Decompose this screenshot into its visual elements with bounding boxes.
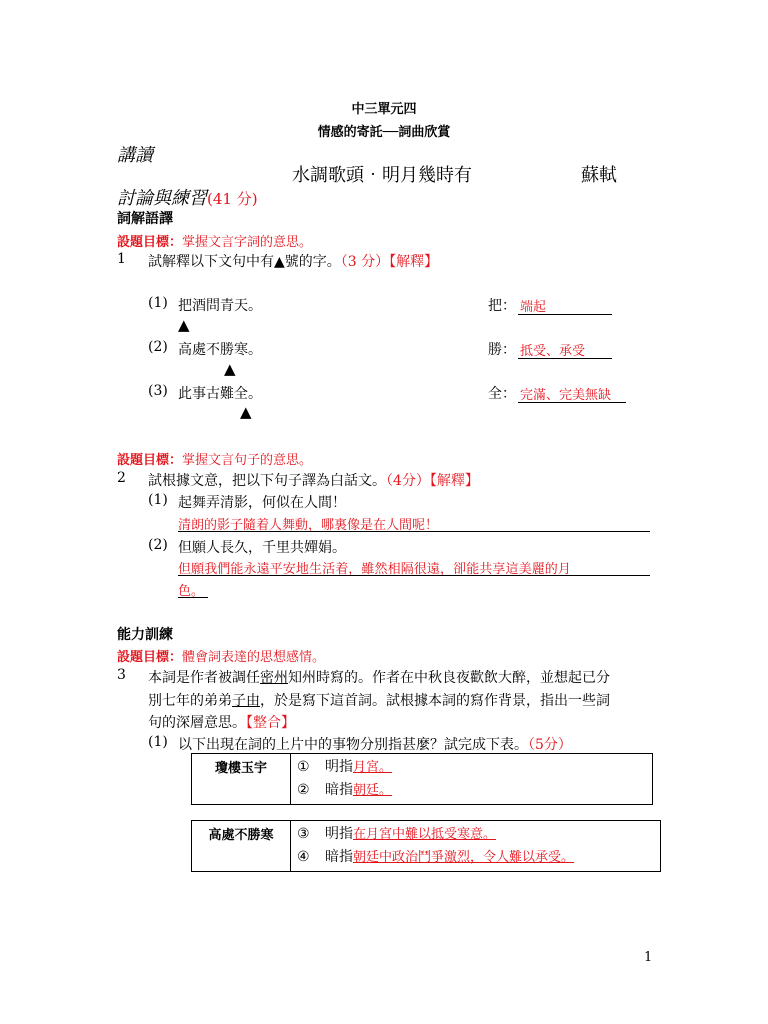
q2-prompt-text: 試根據文意，把以下句子譯為白話文。 <box>148 473 386 489</box>
subtitle: 情感的寄託──詞曲欣賞 <box>317 125 451 140</box>
q3-line3-text: 句的深層意思。 <box>148 715 246 731</box>
table1-row-1-label: 明指 <box>325 759 353 775</box>
q3-sub1-text: 以下出現在詞的上片中的事物分別指甚麼？試完成下表。 <box>178 737 528 753</box>
q2-item-2-answer-line2: 色。 <box>178 584 205 599</box>
objective-label: 設題目標： <box>117 453 183 468</box>
q1-item-2-answer-line <box>518 358 612 359</box>
q3-number: 3 <box>117 667 126 683</box>
part1-heading: 詞解語譯 <box>117 211 173 227</box>
table2-row-1-label: 明指 <box>325 826 353 842</box>
circle-2-marker: ② <box>297 782 310 798</box>
q2-number: 2 <box>117 470 126 486</box>
table1-row-2-label: 暗指 <box>325 782 353 798</box>
q3-line2-text: 別七年的弟弟 <box>148 693 232 709</box>
q3-sub1-marks: （5分） <box>528 737 572 753</box>
answer-table-2 <box>191 820 661 872</box>
table2-body <box>291 821 661 872</box>
discussion-label: 討論與練習 <box>117 188 207 209</box>
q1-item-3-answer: 完滿、完美無缺 <box>520 388 612 403</box>
q1-item-3-char: 全： <box>488 386 516 402</box>
q1-item-2-number: (2) <box>148 339 168 355</box>
circle-4-marker: ④ <box>297 849 310 865</box>
q2-item-2-number: (2) <box>148 537 168 553</box>
table2-row-2 <box>297 846 654 869</box>
q3-line2-rest: ，於是寫下這首詞。試根據本詞的寫作背景，指出一些詞 <box>260 693 610 709</box>
answer-table-1 <box>191 753 653 805</box>
q1-item-1-answer-line <box>518 314 612 315</box>
q1-item-1-text: 把酒問青天。 <box>178 298 262 314</box>
q1-item-3-answer-line <box>518 402 626 403</box>
objective-text: 掌握文言字詞的意思。 <box>182 235 313 250</box>
objective-3 <box>117 646 325 665</box>
objective-text: 體會詞表達的思想感情。 <box>182 650 326 665</box>
table1-row-1 <box>297 756 646 779</box>
objective-2 <box>117 449 312 468</box>
q1-item-2-text: 高處不勝寒。 <box>178 342 262 358</box>
q2-marks: （4分）【解釋】 <box>386 473 479 489</box>
table2-row-1-answer: 在月宮中難以抵受寒意。 <box>353 827 497 842</box>
circle-1-marker: ① <box>297 759 310 775</box>
table1-row-2 <box>297 779 646 802</box>
table2-row-2-label: 暗指 <box>325 849 353 865</box>
circle-3-marker: ③ <box>297 826 310 842</box>
q1-item-1-char: 把： <box>488 298 516 314</box>
q2-item-2-answer-line1: 但願我們能永遠平安地生活着，雖然相隔很遠，卻能共享這美麗的月 <box>178 562 572 577</box>
q2-item-1-text: 起舞弄清影，何似在人間！ <box>178 495 346 511</box>
poet-name: 蘇軾 <box>581 165 617 186</box>
table1-head: 瓊樓玉宇 <box>192 754 291 805</box>
q3-place-name: 密州 <box>260 670 288 686</box>
part2-heading: 能力訓練 <box>117 627 173 643</box>
marker-triangle: ▲ <box>224 360 236 378</box>
q1-item-1-answer: 端起 <box>520 300 547 315</box>
q3-line1-rest: 知州時寫的。作者在中秋良夜歡飲大醉，並想起已分 <box>288 670 610 686</box>
q1-item-1-number: (1) <box>148 295 168 311</box>
objective-label: 設題目標： <box>117 235 183 250</box>
objective-label: 設題目標： <box>117 650 183 665</box>
q2-item-2-answer-underline1 <box>178 575 650 576</box>
q2-item-1-answer-line <box>178 531 650 532</box>
q1-prompt <box>148 251 438 271</box>
q2-item-1-answer: 清朗的影子隨着人舞動，哪裏像是在人間呢！ <box>178 518 439 533</box>
q2-prompt <box>148 470 479 490</box>
q1-item-2-answer: 抵受、承受 <box>520 344 586 359</box>
objective-text: 掌握文言句子的意思。 <box>182 453 313 468</box>
q1-item-2-char: 勝： <box>488 342 516 358</box>
section-lecture: 講讀 <box>117 145 153 166</box>
q1-number: 1 <box>117 251 126 267</box>
q2-item-2-text: 但願人長久，千里共嬋娟。 <box>178 540 346 556</box>
table2-row-2-answer: 朝廷中政治鬥爭激烈，令人難以承受。 <box>353 850 575 865</box>
q2-item-1-number: (1) <box>148 492 168 508</box>
q3-tag: 【整合】 <box>246 715 295 731</box>
q3-sub1 <box>178 734 572 754</box>
table2-head: 高處不勝寒 <box>192 821 291 872</box>
marker-triangle: ▲ <box>178 316 190 334</box>
q2-item-2-answer-underline2 <box>178 597 208 598</box>
q3-line3 <box>148 712 295 732</box>
table1-row-2-answer: 朝廷。 <box>353 783 393 798</box>
section-discussion <box>117 184 258 210</box>
unit-title: 中三單元四 <box>351 102 417 117</box>
table1-body <box>291 754 653 805</box>
objective-1 <box>117 231 312 250</box>
q3-person-name: 子由 <box>232 693 260 709</box>
poem-title: 水調歌頭‧明月幾時有 <box>292 165 472 186</box>
table2-row-1 <box>297 823 654 846</box>
page-number: 1 <box>644 950 653 965</box>
q3-line1-text: 本詞是作者被調任 <box>148 670 260 686</box>
q1-item-3-text: 此事古難全。 <box>178 386 262 402</box>
q1-item-3-number: (3) <box>148 383 168 399</box>
q3-line1 <box>148 667 610 687</box>
discussion-marks: (41 分) <box>207 190 258 208</box>
q3-line2 <box>148 690 610 710</box>
q3-sub1-number: (1) <box>148 734 168 750</box>
marker-triangle: ▲ <box>240 403 252 421</box>
q1-prompt-text: 試解釋以下文句中有▲號的字。 <box>148 254 341 270</box>
q1-marks: （3 分）【解釋】 <box>340 254 439 270</box>
table1-row-1-answer: 月宮。 <box>353 760 393 775</box>
